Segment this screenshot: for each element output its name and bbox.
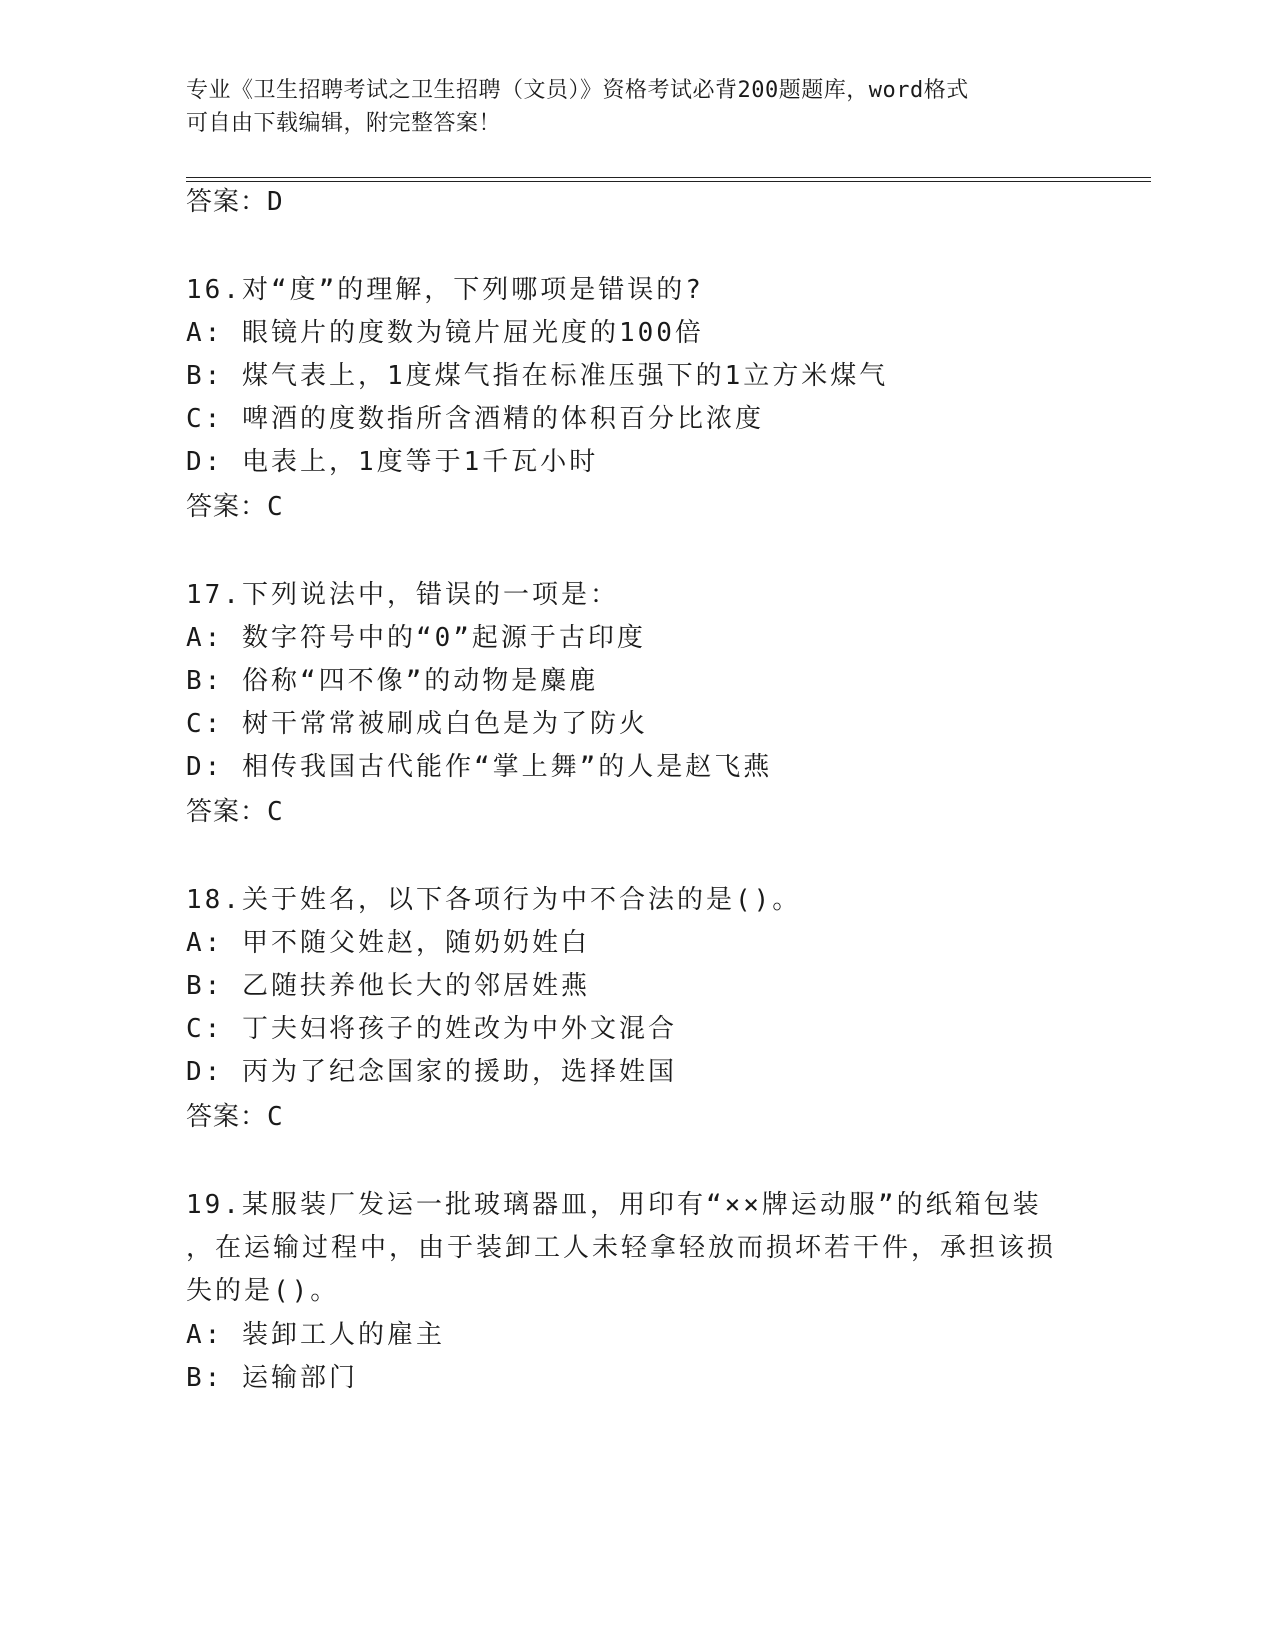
question-17-option-c: C: 树干常常被刷成白色是为了防火 <box>186 709 648 739</box>
question-16-option-d: D: 电表上，1度等于1千瓦小时 <box>186 447 599 477</box>
question-18-option-d: D: 丙为了纪念国家的援助，选择姓国 <box>186 1057 677 1087</box>
question-18-stem: 18.关于姓名，以下各项行为中不合法的是()。 <box>186 885 802 915</box>
question-19-option-a: A: 装卸工人的雇主 <box>186 1320 445 1350</box>
question-18-answer: 答案：C <box>186 1102 284 1132</box>
question-17-option-a: A: 数字符号中的“0”起源于古印度 <box>186 623 646 653</box>
previous-answer: 答案：D <box>186 187 284 217</box>
question-17-stem: 17.下列说法中，错误的一项是： <box>186 580 619 610</box>
header-line-2: 可自由下载编辑，附完整答案！ <box>186 111 502 136</box>
header-line-1: 专业《卫生招聘考试之卫生招聘（文员）》资格考试必背200题题库，word格式 <box>186 78 969 103</box>
question-16-option-b: B: 煤气表上，1度煤气指在标准压强下的1立方米煤气 <box>186 361 889 391</box>
question-19-stem-line-1: 19.某服装厂发运一批玻璃器皿，用印有“××牌运动服”的纸箱包装 <box>186 1190 1042 1220</box>
question-17-answer: 答案：C <box>186 797 284 827</box>
document-header <box>186 74 1086 140</box>
question-17-option-d: D: 相传我国古代能作“掌上舞”的人是赵飞燕 <box>186 752 773 782</box>
question-19-stem-line-3: 失的是()。 <box>186 1276 340 1306</box>
question-19-stem-line-2: ，在运输过程中，由于装卸工人未轻拿轻放而损坏若干件，承担该损 <box>186 1233 1057 1263</box>
question-16-option-a: A: 眼镜片的度数为镜片屈光度的100倍 <box>186 318 704 348</box>
question-18-option-a: A: 甲不随父姓赵，随奶奶姓白 <box>186 928 590 958</box>
question-16-stem: 16.对“度”的理解，下列哪项是错误的? <box>186 275 704 305</box>
question-18-option-b: B: 乙随扶养他长大的邻居姓燕 <box>186 971 590 1001</box>
question-16-option-c: C: 啤酒的度数指所含酒精的体积百分比浓度 <box>186 404 764 434</box>
header-divider-top <box>186 177 1151 178</box>
question-17-option-b: B: 俗称“四不像”的动物是麋鹿 <box>186 666 599 696</box>
question-18-option-c: C: 丁夫妇将孩子的姓改为中外文混合 <box>186 1014 677 1044</box>
question-19-option-b: B: 运输部门 <box>186 1363 358 1393</box>
question-16-answer: 答案：C <box>186 492 284 522</box>
